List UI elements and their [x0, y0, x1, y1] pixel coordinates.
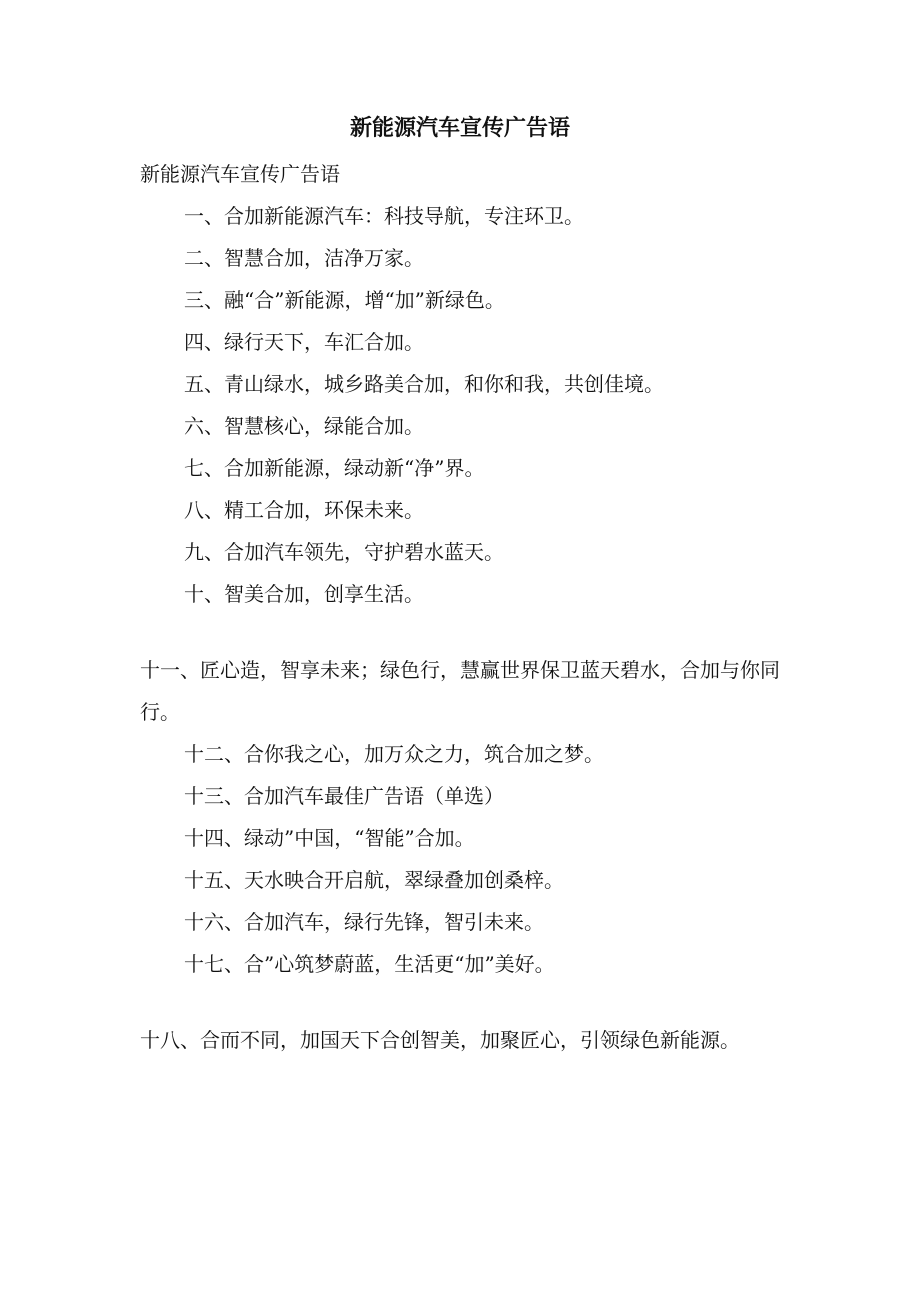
- slogan-item: 三、融“合”新能源，增“加”新绿色。: [184, 288, 505, 312]
- slogan-item: 十一、匠心造，智享未来；绿色行，慧赢世界保卫蓝天碧水，合加与你同行。: [140, 658, 780, 724]
- document-subtitle: 新能源汽车宣传广告语: [140, 162, 340, 186]
- slogan-item: 十八、合而不同，加国天下合创智美，加聚匠心，引领绿色新能源。: [140, 1028, 740, 1052]
- slogan-item: 十二、合你我之心，加万众之力，筑合加之梦。: [184, 742, 604, 766]
- slogan-item: 八、精工合加，环保未来。: [184, 498, 424, 522]
- slogan-item: 十五、天水映合开启航，翠绿叠加创桑梓。: [184, 868, 564, 892]
- slogan-item: 七、合加新能源，绿动新“净”界。: [184, 456, 485, 480]
- slogan-item: 五、青山绿水，城乡路美合加，和你和我，共创佳境。: [184, 372, 664, 396]
- slogan-item: 二、智慧合加，洁净万家。: [184, 246, 424, 270]
- slogan-item: 十六、合加汽车，绿行先锋，智引未来。: [184, 910, 544, 934]
- slogan-item: 一、合加新能源汽车：科技导航，专注环卫。: [184, 204, 584, 228]
- document-title: 新能源汽车宣传广告语: [349, 115, 570, 141]
- slogan-item: 十四、绿动”中国，“智能”合加。: [184, 826, 475, 850]
- slogan-item: 九、合加汽车领先，守护碧水蓝天。: [184, 540, 504, 564]
- slogan-item: 十、智美合加，创享生活。: [184, 582, 424, 606]
- slogan-item: 四、绿行天下，车汇合加。: [184, 330, 424, 354]
- slogan-list: [140, 202, 780, 1068]
- slogan-item: 十三、合加汽车最佳广告语（单选）: [184, 784, 504, 808]
- slogan-item: 六、智慧核心，绿能合加。: [184, 414, 424, 438]
- slogan-item: 十七、合”心筑梦蔚蓝，生活更“加”美好。: [184, 952, 555, 976]
